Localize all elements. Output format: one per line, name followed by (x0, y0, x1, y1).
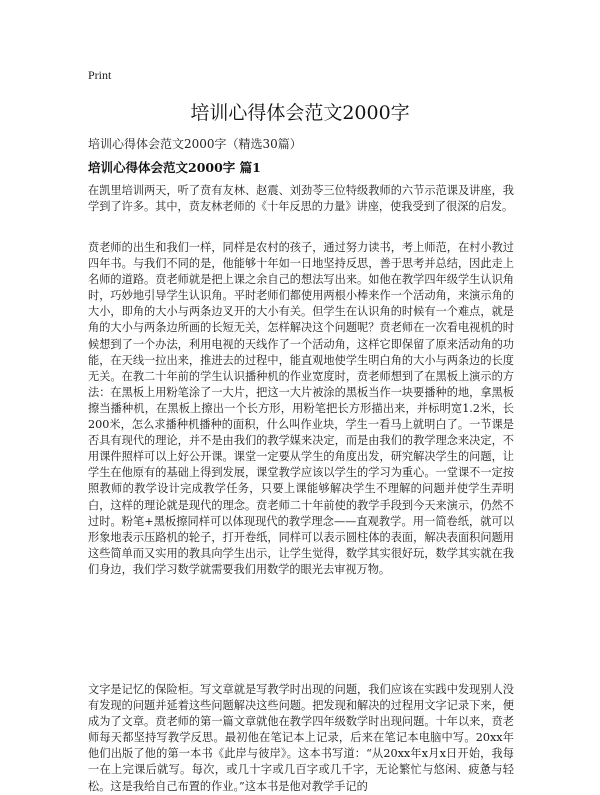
section-heading: 培训心得体会范文2000字 篇1 (88, 160, 261, 175)
body-paragraph: 文字是记忆的保险柜。写文章就是写教学时出现的问题，我们应该在实践中发现别人没有发现的问题并延着这些问题解决这些问题。把发现和解决的过程用文字记录下来，便成为了文章。贲老师的第一篇文章就他在教学四年级数学时出现问题。十年以来，贲老师每天都坚持写教学反思。最初他在笔记本上记录，后来在笔记本电脑中写。20xx年他们出版了他的第一本书《此岸与彼岸》。这本书写道：“从20xx年x月x日开始，我每一在上完课后就写。每次，或几十字或几百字或几千字，无论繁忙与悠闲、疲惫与轻松。这是我给自己布置的作业。”这本书是他对教学手记的 (88, 683, 514, 793)
print-link[interactable]: Print (88, 68, 112, 82)
page-subtitle: 培训心得体会范文2000字（精选30篇） (88, 137, 302, 151)
page-title: 培训心得体会范文2000字 (190, 102, 410, 124)
body-paragraph: 在凯里培训两天，听了贲有友林、赵震、刘劲苓三位特级教师的六节示范课及讲座，我学到了许多。其中，贲友林老师的《十年反思的力量》讲座，使我受到了很深的启发。 (88, 184, 514, 214)
body-paragraph: 贲老师的出生和我们一样，同样是农村的孩子，通过努力读书，考上师范，在村小教过四年书。与我们不同的是，他能够十年如一日地坚持反思，善于思考并总结，因此走上名师的道路。贲老师就是把上课之余自己的想法写出来。如他在教学四年级学生认识角时，巧妙地引导学生认识角。平时老师们都使用两根小棒来作一个活动角，来演示角的大小，即角的大小与两条边叉开的大小有关。但学生在认识角的时候有一个难点，就是角的大小与两条边所画的长短无关，怎样解决这个问题呢？贲老师在一次看电视机的时候想到了一个办法，利用电视的天线作了一个活动角，这样它即保留了原来活动角的功能，在天线一拉出来，推进去的过程中，能直观地使学生明白角的大小与两条边的长度无关。在教二十年前的学生认识播种机的作业宽度时，贲老师想到了在黑板上演示的方法：在黑板上用粉笔涂了一大片，把这一大片被涂的黑板当作一块要播种的地，拿黑板擦当播种机，在黑板上擦出一个长方形，用粉笔把长方形描出来，并标明宽1.2米，长200米，怎么求播种机播种的面积，什么叫作业块，学生一看马上就明白了。一节课是否具有现代的理论，并不是由我们的教学媒来决定，而是由我们的教学理念来决定，不用课件照样可以上好公开课。课堂一定要从学生的角度出发，研究解决学生的问题，让学生在他原有的基础上得到发展，课堂教学应该以学生的学习为重心。一堂课不一定按照教师的教学设计完成教学任务，只要上课能够解决学生不理解的问题并使学生弄明白，这样的理论就是现代的理念。贲老师二十年前使的教学手段到今天来演示，仍然不过时。粉笔+黑板擦同样可以体现现代的教学理念——直观教学。用一简卷纸，就可以形象地表示压路机的轮子，打开卷纸，同样可以表示圆柱体的表面，解决表面积问题用这些简单而又实用的教具向学生出示，让学生觉得，数学其实很好玩，数学其实就在我们身边，我们学习数学就需要我们用数学的眼光去审视万物。 (88, 241, 514, 576)
